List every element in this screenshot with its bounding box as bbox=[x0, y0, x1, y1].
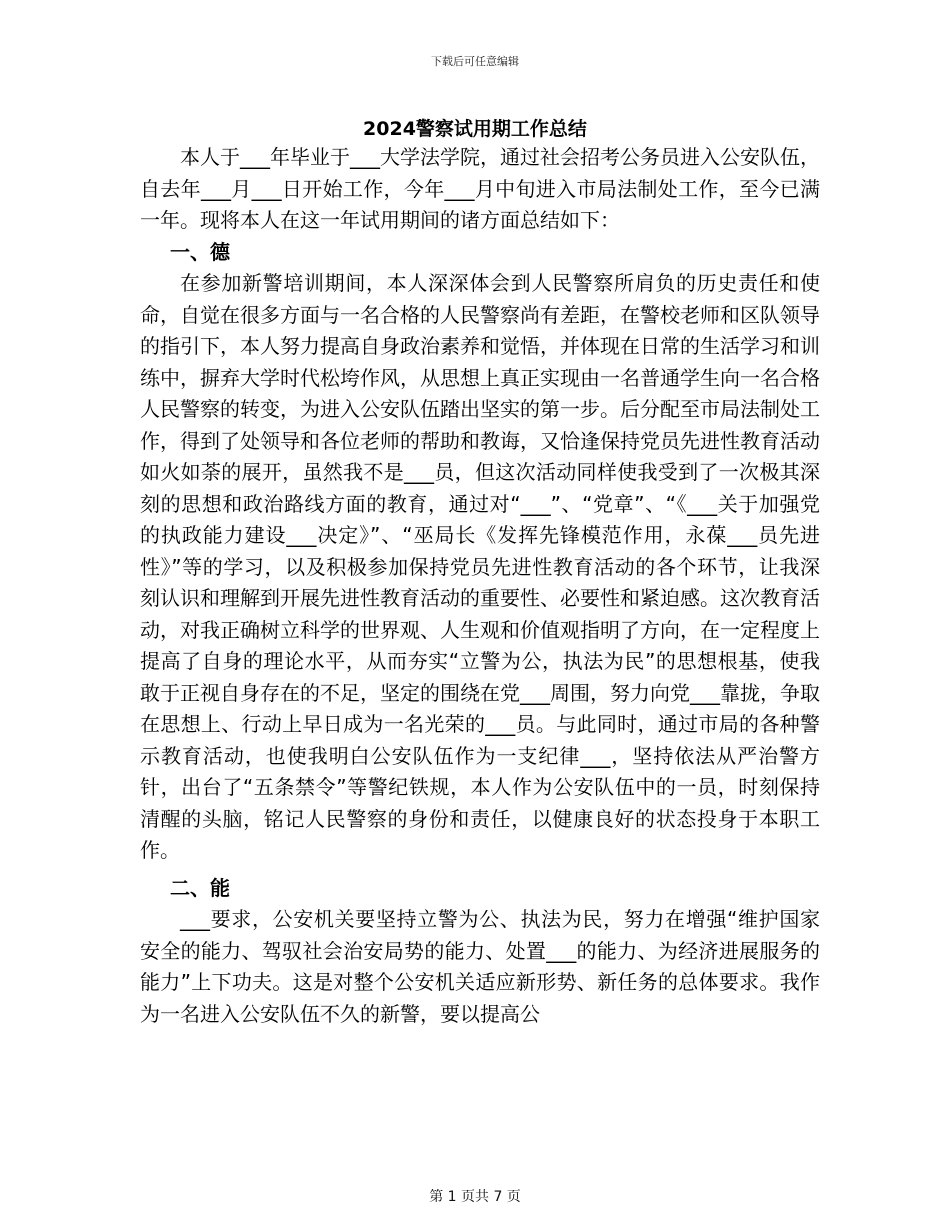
document-title: 2024警察试用期工作总结 bbox=[363, 118, 587, 140]
page-header-note: 下载后可任意编辑 bbox=[431, 55, 519, 68]
section-heading-neng: 二、能 bbox=[170, 875, 230, 900]
document-body bbox=[140, 142, 820, 1030]
section-heading-de: 一、德 bbox=[170, 239, 230, 264]
page-footer-pagination: 第 1 页共 7 页 bbox=[429, 1189, 521, 1205]
intro-paragraph: 本人于___年毕业于___大学法学院，通过社会招考公务员进入公安队伍，自去年___月___日开始工作，今年___月中旬进入市局法制处工作，至今已满一年。现将本人在这一年试用期间的诸方面总结如下： bbox=[140, 145, 820, 232]
section-de-paragraph: 在参加新警培训期间，本人深深体会到人民警察所肩负的历史责任和使命，自觉在很多方面与一名合格的人民警察尚有差距，在警校老师和区队领导的指引下，本人努力提高自身政治素养和觉悟，并体现在日常的生活学习和训练中，摒弃大学时代松垮作风，从思想上真正实现由一名普通学生向一名合格人民警察的转变，为进入公安队伍踏出坚实的第一步。后分配至市局法制处工作，得到了处领导和各位老师的帮助和教诲，又恰逢保持党员先进性教育活动如火如荼的展开，虽然我不是___员，但这次活动同样使我受到了一次极其深刻的思想和政治路线方面的教育，通过对“___”、“党章”、“《___关于加强党的执政能力建设___决定》”、“巫局长《发挥先锋模范作用，永葆___员先进性》”等的学习，以及积极参加保持党员先进性教育活动的各个环节，让我深刻认识和理解到开展先进性教育活动的重要性、必要性和紧迫感。这次教育活动，对我正确树立科学的世界观、人生观和价值观指明了方向，在一定程度上提高了自身的理论水平，从而夯实“立警为公，执法为民”的思想根基，使我敢于正视自身存在的不足，坚定的围绕在党___周围，努力向党___靠拢，争取在思想上、行动上早日成为一名光荣的___员。与此同时，通过市局的各种警示教育活动，也使我明白公安队伍作为一支纪律___，坚持依法从严治警方针，出台了“五条禁令”等警纪铁规，本人作为公安队伍中的一员，时刻保持清醒的头脑，铭记人民警察的身份和责任，以健康良好的状态投身于本职工作。 bbox=[140, 271, 820, 862]
section-neng-paragraph: ___要求，公安机关要坚持立警为公、执法为民，努力在增强“维护国家安全的能力、驾驭社会治安局势的能力、处置___的能力、为经济进展服务的能力”上下功夫。这是对整个公安机关适应新形势、新任务的总体要求。我作为一名进入公安队伍不久的新警，要以提高公 bbox=[140, 907, 820, 1026]
